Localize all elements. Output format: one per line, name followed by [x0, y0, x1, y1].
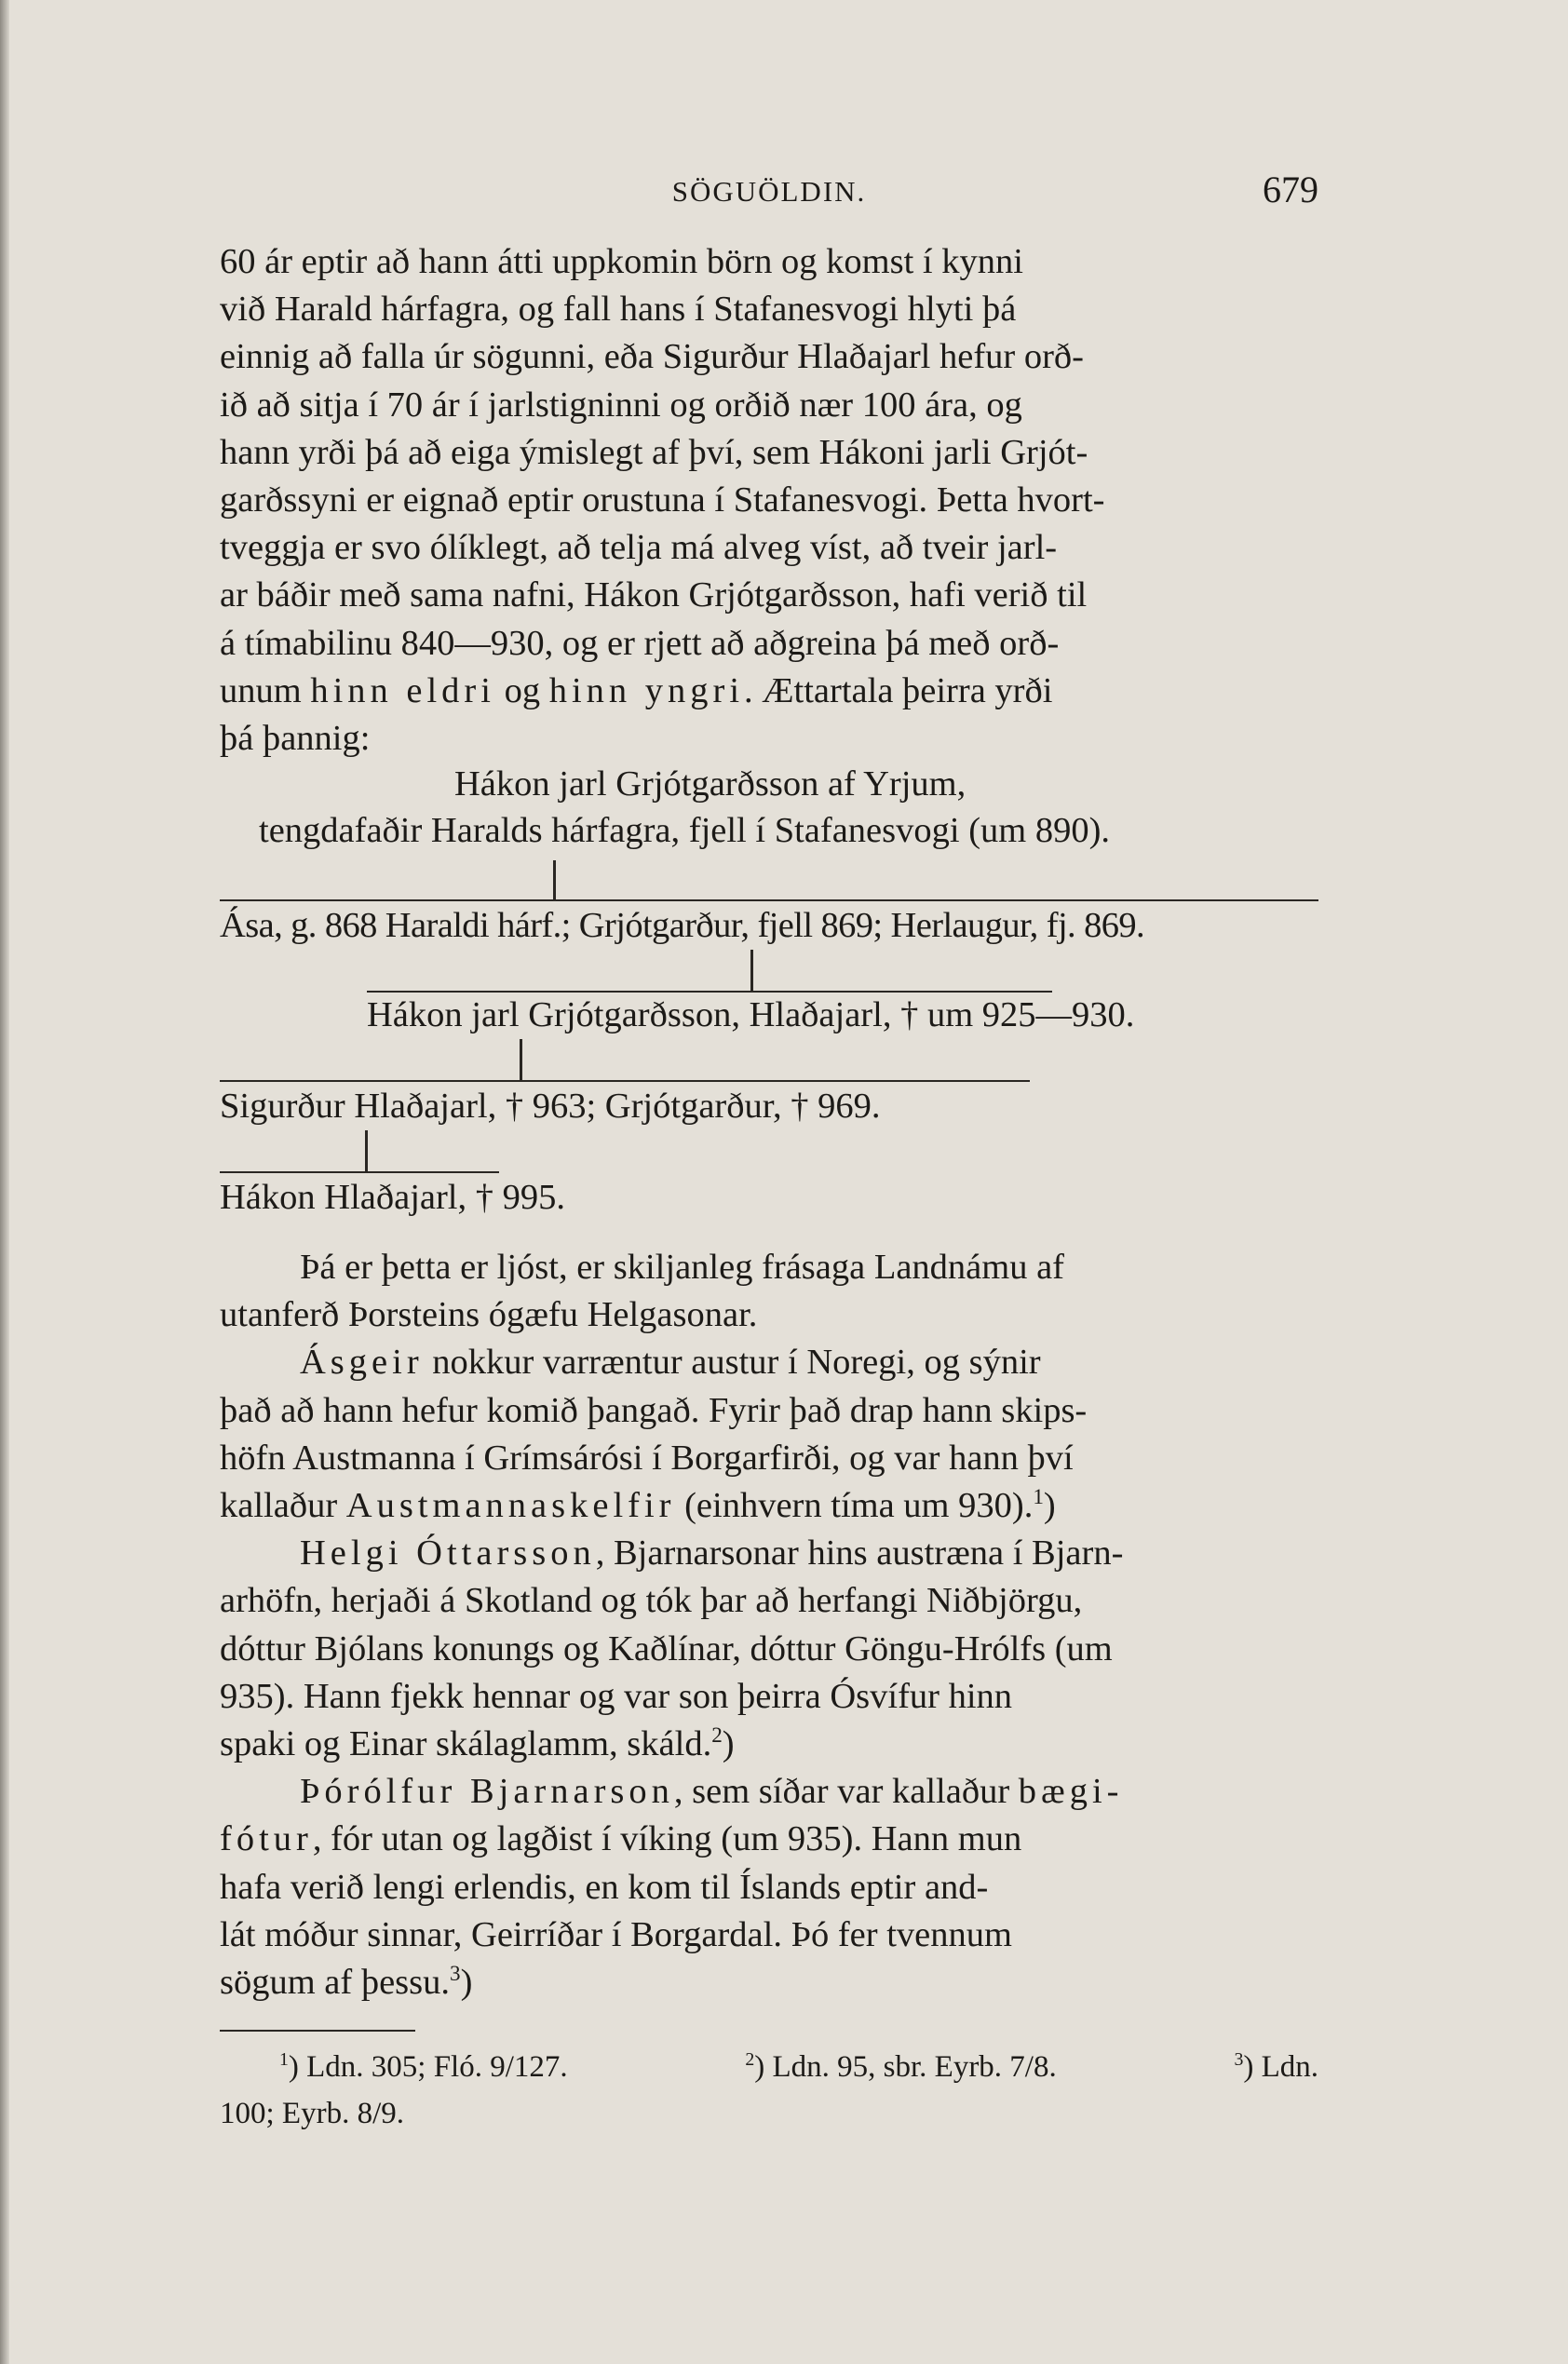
genealogy-gen4: Sigurður Hlaðajarl, † 963; Grjótgarður, † 969. [220, 1087, 881, 1126]
text-run: unum [220, 670, 311, 710]
spaced-emphasis: Austmannaskelfir [345, 1486, 676, 1526]
text-line: hann yrði þá að eiga ýmislegt af því, sem Hákoni jarli Grjót- [220, 432, 1088, 472]
text-run: , sem síðar var kallaður [673, 1772, 1019, 1812]
text-line [220, 1339, 1318, 1386]
spaced-emphasis: hinn yngri [548, 670, 745, 710]
spaced-emphasis: Þórólfur Bjarnarson [300, 1772, 674, 1812]
spaced-emphasis: fótur [220, 1819, 313, 1859]
text-line [220, 1816, 1318, 1863]
running-head-title: SÖGUÖLDIN. [671, 175, 867, 208]
genealogy-connector [520, 1039, 522, 1080]
spaced-emphasis: Helgi Óttarsson [300, 1533, 596, 1574]
footnote-text: ) Ldn. 95, sbr. Eyrb. 7/8. [754, 2050, 1057, 2084]
text-run: , fór utan og lagðist í víking (um 935). Hann mun [312, 1819, 1022, 1859]
footnote-mark: 3 [1234, 2049, 1244, 2070]
paragraph-1 [220, 238, 1318, 763]
footnote-ref: 1 [1033, 1484, 1044, 1509]
footnote-mark: 1 [279, 2049, 289, 2070]
footnote-3-continued: 100; Eyrb. 8/9. [220, 2097, 404, 2130]
footnote-2 [745, 2044, 1056, 2090]
genealogy-gen3: Hákon jarl Grjótgarðsson, Hlaðajarl, † um 925—930. [367, 995, 1135, 1034]
footnote-mark: 2 [745, 2049, 755, 2070]
text-line: lát móður sinnar, Geirríðar í Borgardal. Þó fer tvennum [220, 1914, 1012, 1954]
text-line: þá þannig: [220, 719, 371, 759]
footnotes [220, 2044, 1318, 2137]
spaced-emphasis: hinn eldri [310, 670, 495, 710]
running-head [220, 168, 1318, 223]
text-run: ) [1043, 1486, 1056, 1526]
text-run: (einhvern tíma um 930). [675, 1486, 1034, 1526]
footnote-text: ) Ldn. 305; Fló. 9/127. [288, 2050, 568, 2084]
genealogy-connector [750, 950, 753, 991]
text-line: arhöfn, herjaði á Skotland og tók þar að herfangi Niðbjörgu, [220, 1581, 1083, 1621]
footnote-ref: 3 [450, 1961, 461, 1986]
genealogy-gen1-note: tengdafaðir Haralds hárfagra, fjell í Stafanesvogi (um 890). [259, 811, 1111, 850]
text-line: það að hann hefur komið þangað. Fyrir það drap hann skips- [220, 1390, 1088, 1430]
text-line: 935). Hann fjekk hennar og var son þeirra Ósvífur hinn [220, 1676, 1013, 1716]
footnote-3 [1234, 2044, 1318, 2090]
footnote-row [279, 2044, 1318, 2090]
text-line: 60 ár eptir að hann átti uppkomin börn og komst í kynni [220, 242, 1023, 281]
text-line: höfn Austmanna í Grímsárósi í Borgarfirði, og var hann því [220, 1438, 1074, 1478]
paragraphs-after-genealogy [220, 1244, 1318, 2006]
footnote-rule [220, 2030, 415, 2032]
text-run: sögum af þessu. [220, 1963, 451, 2003]
genealogy-gen2: Ása, g. 868 Haraldi hárf.; Grjótgarður, fjell 869; Herlaugur, fj. 869. [220, 906, 1145, 945]
genealogy-connector [365, 1130, 368, 1171]
spaced-emphasis: bægi- [1018, 1772, 1124, 1812]
text-run: , Bjarnarsonar hins austræna í Bjarn- [595, 1533, 1124, 1574]
genealogy-rule [220, 1171, 499, 1173]
text-line: dóttur Bjólans konungs og Kaðlínar, dóttur Göngu-Hrólfs (um [220, 1628, 1113, 1668]
genealogy-rule [367, 991, 1052, 993]
text-line: tveggja er svo ólíklegt, að telja má alveg víst, að tveir jarl- [220, 528, 1058, 568]
text-run: kallaður [220, 1486, 346, 1526]
text-run: ) [722, 1724, 735, 1764]
text-run: ) [460, 1963, 473, 2003]
text-line [220, 1768, 1318, 1816]
genealogy-rule [220, 899, 1318, 901]
genealogy-rule [220, 1080, 1030, 1082]
spaced-emphasis: Ásgeir [300, 1343, 424, 1383]
text-run: . Ættartala þeirra yrði [744, 670, 1053, 710]
text-line [220, 1482, 1318, 1530]
text-line [220, 668, 1318, 715]
text-line: ið að sitja í 70 ár í jarlstigninni og orðið nær 100 ára, og [220, 385, 1022, 425]
text-line: garðssyni er eignað eptir orustuna í Stafanesvogi. Þetta hvort- [220, 480, 1105, 520]
genealogy-connector [553, 860, 556, 901]
text-line: ar báðir með sama nafni, Hákon Grjótgarðsson, hafi verið til [220, 575, 1088, 615]
footnote-1 [279, 2044, 568, 2090]
text-run: og [494, 670, 549, 710]
text-line [220, 1721, 1318, 1768]
text-line: einnig að falla úr sögunni, eða Sigurður Hlaðajarl hefur orð- [220, 337, 1084, 377]
footnote-ref: 2 [711, 1722, 723, 1748]
text-run: nokkur varræntur austur í Noregi, og sýnir [423, 1343, 1041, 1383]
text-line [220, 1959, 1318, 2006]
text-line: á tímabilinu 840—930, og er rjett að aðgreina þá með orð- [220, 623, 1060, 663]
page-gutter-shadow [0, 0, 9, 2364]
text-run: spaki og Einar skálaglamm, skáld. [220, 1724, 712, 1764]
page-number: 679 [1263, 169, 1318, 210]
text-line: utanferð Þorsteins ógæfu Helgasonar. [220, 1295, 758, 1335]
genealogy-gen1-name: Hákon jarl Grjótgarðsson af Yrjum, [454, 764, 966, 804]
text-line: við Harald hárfagra, og fall hans í Stafanesvogi hlyti þá [220, 290, 1017, 330]
genealogy-gen5: Hákon Hlaðajarl, † 995. [220, 1178, 565, 1217]
footnote-text: ) Ldn. [1243, 2050, 1318, 2084]
text-line: Þá er þetta er ljóst, er skiljanleg frásaga Landnámu af [300, 1248, 1065, 1287]
text-line: hafa verið lengi erlendis, en kom til Íslands eptir and- [220, 1867, 989, 1907]
text-line [220, 1530, 1318, 1577]
